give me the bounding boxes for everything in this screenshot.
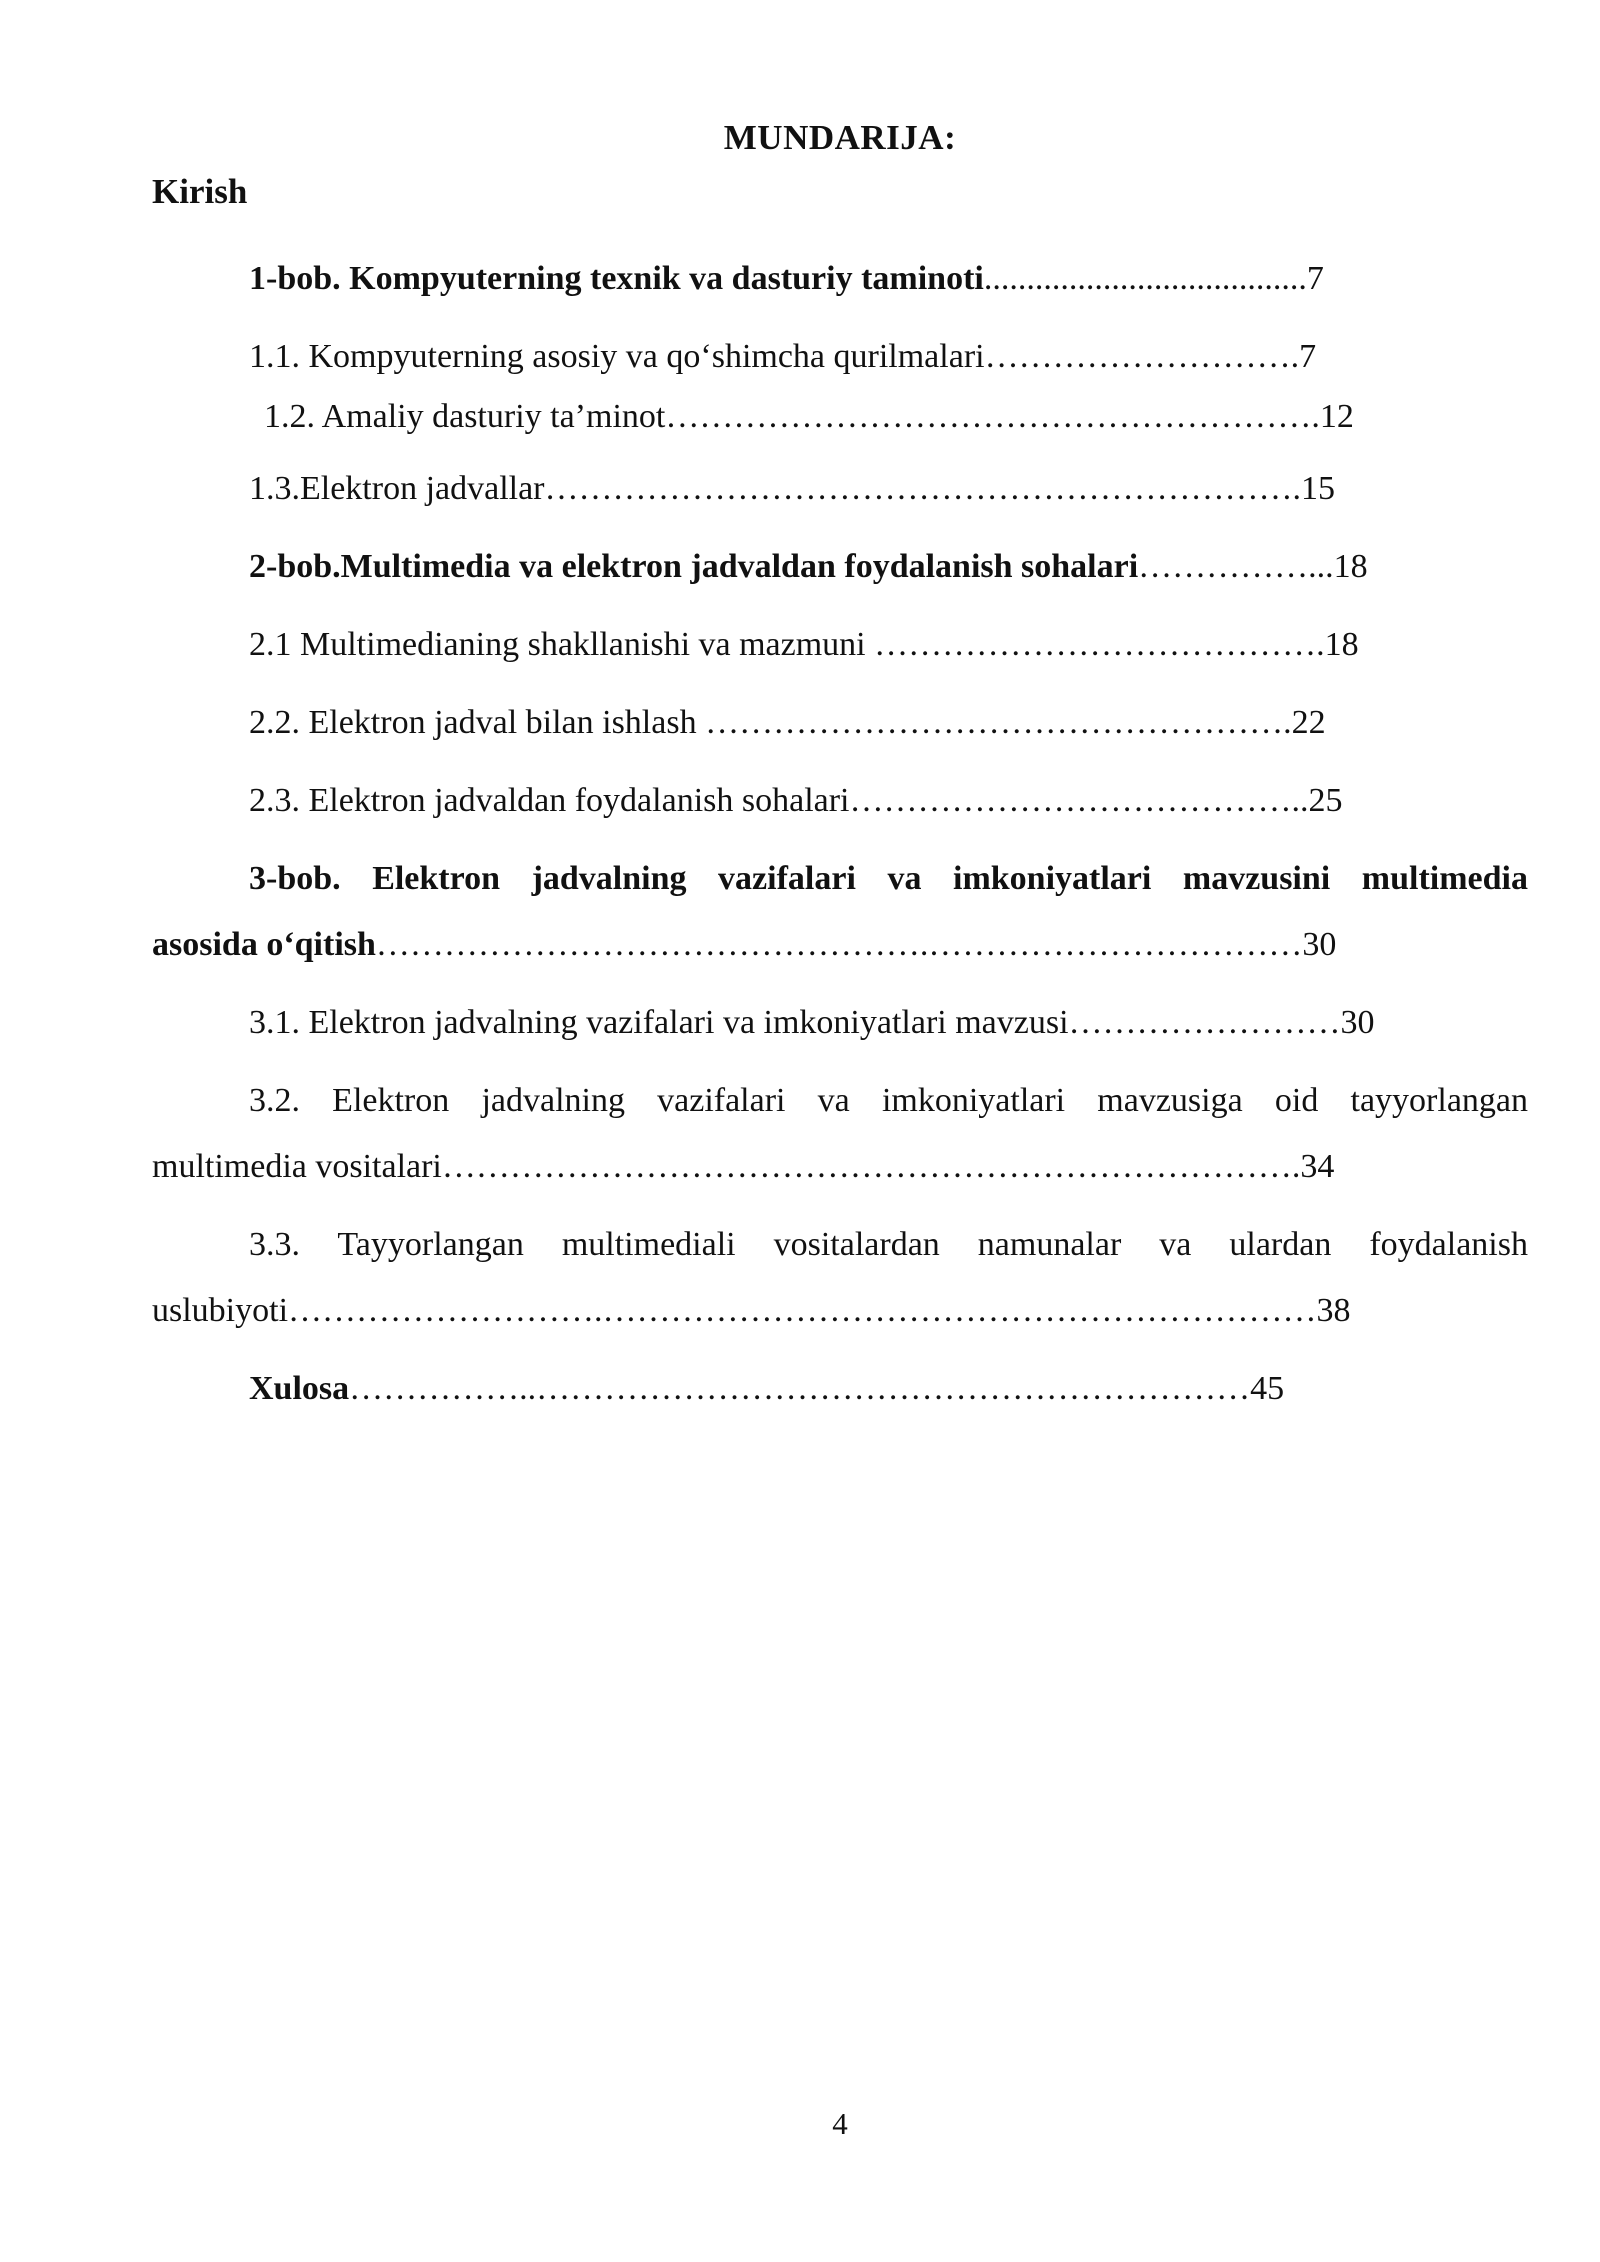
toc-entry-1-3 — [152, 456, 1528, 522]
toc-page-number: 34 — [1300, 1148, 1335, 1185]
toc-leader-dots: …………………………………………………. — [665, 398, 1320, 435]
toc-entry-1-2 — [152, 390, 1528, 444]
toc-entry-title: 1.2. Amaliy dasturiy ta’minot — [264, 398, 666, 435]
toc-page-number: 7 — [1306, 260, 1324, 297]
toc-leader-dots: ………………………………………….…………………………… — [375, 926, 1303, 963]
toc-entry-3-1 — [152, 990, 1528, 1056]
toc-entry-chapter-3 — [152, 846, 1528, 978]
page-number: 4 — [832, 2106, 848, 2141]
toc-page-number: 18 — [1333, 548, 1368, 585]
toc-leader-dots: ……………... — [1138, 548, 1334, 585]
toc-entry-title: 2.3. Elektron jadvaldan foydalanish sohalari — [249, 782, 850, 819]
toc-entry-title: 2-bob.Multimedia va elektron jadvaldan foydalanish sohalari — [249, 548, 1139, 585]
toc-entry-conclusion — [152, 1356, 1528, 1422]
toc-entry-title-line1: 3.2. Elektron jadvalning vazifalari va imkoniyatlari mavzusiga oid tayyorlangan — [249, 1082, 1528, 1119]
toc-page-number: 22 — [1291, 704, 1326, 741]
toc-page-number: 15 — [1301, 470, 1336, 507]
toc-leader-dots: …………………… — [1068, 1004, 1341, 1041]
toc-entry-title-line2: uslubiyoti — [152, 1292, 289, 1329]
toc-entry-2-3 — [152, 768, 1528, 834]
toc-entry-title-line1: 3.3. Tayyorlangan multimediali vositalardan namunalar va ulardan foydalanish — [249, 1226, 1528, 1263]
toc-intro: Kirish — [152, 172, 248, 211]
table-of-contents — [152, 246, 1528, 1422]
toc-entry-title: 2.1 Multimedianing shakllanishi va mazmuni — [249, 626, 875, 663]
toc-entry-chapter-1 — [152, 246, 1528, 312]
toc-page-number: 18 — [1324, 626, 1359, 663]
toc-leader-dots: ……………..……………………………………………………… — [349, 1370, 1251, 1407]
toc-entry-3-2 — [152, 1068, 1528, 1200]
toc-entry-3-3 — [152, 1212, 1528, 1344]
toc-entry-2-2 — [152, 690, 1528, 756]
toc-page-number: 45 — [1250, 1370, 1285, 1407]
toc-page-number: 30 — [1302, 926, 1337, 963]
toc-page-number: 30 — [1340, 1004, 1375, 1041]
toc-page-number: 25 — [1308, 782, 1343, 819]
toc-entry-title: Xulosa — [249, 1370, 350, 1407]
toc-leader-dots: ……………………………………………. — [705, 704, 1292, 741]
toc-entry-2-1 — [152, 612, 1528, 678]
toc-entry-title: 1-bob. Kompyuterning texnik va dasturiy taminoti — [249, 260, 984, 297]
toc-entry-title: 3.1. Elektron jadvalning vazifalari va imkoniyatlari mavzusi — [249, 1004, 1069, 1041]
toc-heading: MUNDARIJA: — [723, 118, 957, 157]
toc-entry-title-line2: asosida o‘qitish — [152, 926, 376, 963]
toc-page-number: 7 — [1299, 338, 1317, 375]
toc-entry-title-line1: 3-bob. Elektron jadvalning vazifalari va imkoniyatlari mavzusini multimedia — [249, 860, 1528, 897]
toc-leader-dots: …………………………………. — [874, 626, 1325, 663]
toc-entry-title: 1.1. Kompyuterning asosiy va qo‘shimcha qurilmalari — [249, 338, 985, 375]
toc-leader-dots: ...................................... — [983, 260, 1307, 297]
toc-page-number: 12 — [1319, 398, 1354, 435]
toc-entry-chapter-2 — [152, 534, 1528, 600]
toc-entry-title: 1.3.Elektron jadvallar — [249, 470, 545, 507]
toc-entry-title: 2.2. Elektron jadval bilan ishlash — [249, 704, 706, 741]
toc-leader-dots: ……………………….……………………………………………………… — [288, 1292, 1317, 1329]
toc-leader-dots: …………………………………………………………………. — [441, 1148, 1301, 1185]
toc-leader-dots: ………………………………….. — [849, 782, 1309, 819]
toc-leader-dots: …………………………………………………………. — [544, 470, 1302, 507]
toc-entry-1-1 — [152, 324, 1528, 390]
toc-leader-dots: ………………………. — [984, 338, 1300, 375]
toc-page-number: 38 — [1316, 1292, 1351, 1329]
toc-entry-title-line2: multimedia vositalari — [152, 1148, 442, 1185]
